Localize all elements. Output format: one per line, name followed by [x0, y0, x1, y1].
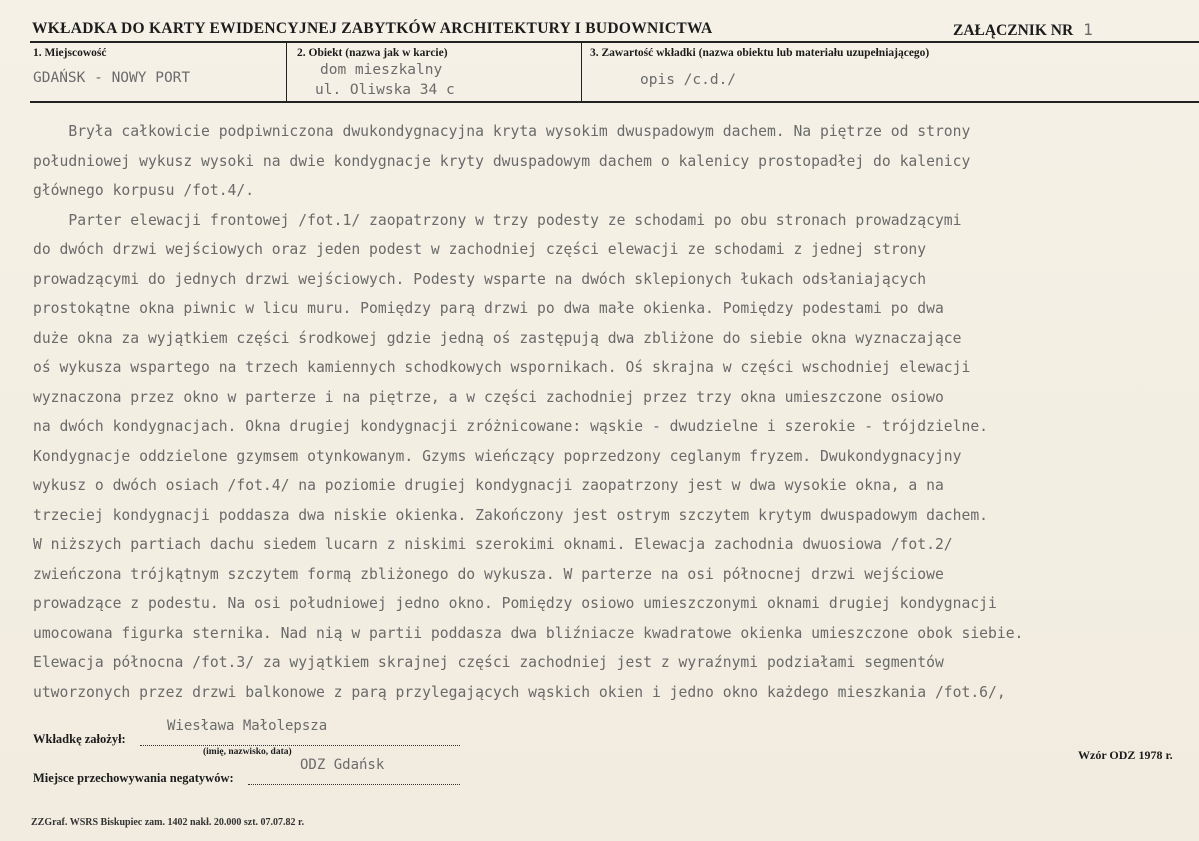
body-line: wyznaczona przez okno w parterze i na piętrze, a w części zachodniej przez trzy okna umieszczone osiowo — [33, 388, 944, 406]
content-label: 3. Zawartość wkładki (nazwa obiektu lub materiału uzupełniającego) — [590, 47, 930, 59]
content-value: opis /c.d./ — [640, 72, 737, 88]
body-line: Kondygnacje oddzielone gzymsem otynkowanym. Gzyms wieńczący poprzedzony ceglanym fryzem. Dwukondygnacyjny — [33, 447, 962, 465]
body-line: trzeciej kondygnacji poddasza dwa niskie okienka. Zakończony jest ostrym szczytem krytym dwuspadowym dachem. — [33, 506, 989, 524]
printer-note: ZZGraf. WSRS Biskupiec zam. 1402 nakł. 20.000 szt. 07.07.82 r. — [31, 817, 305, 828]
body-line: prowadzącymi do jednych drzwi wejściowych. Podesty wsparte na dwóch sklepionych łukach odsłaniających — [33, 270, 927, 288]
header-divider-2 — [581, 41, 582, 102]
body-line: utworzonych przez drzwi balkonowe z parą przylegających wąskich okien i jedno okno każdego mieszkania /fot.6/, — [33, 683, 1006, 701]
body-line: do dwóch drzwi wejściowych oraz jeden podest w zachodniej części elewacji ze schodami z jednej strony — [33, 241, 927, 258]
body-line: południowej wykusz wysoki na dwie kondygnacje kryty dwuspadowym dachem o kalenicy prostopadłej do kalenicy — [33, 152, 971, 170]
card-title: WKŁADKA DO KARTY EWIDENCYJNEJ ZABYTKÓW ARCHITEKTURY I BUDOWNICTWA — [32, 20, 713, 37]
storage-dotted-line — [248, 784, 460, 785]
header-rule-bottom — [30, 101, 1199, 103]
body-line: Bryła całkowicie podpiwniczona dwukondygnacyjna kryta wysokim dwuspadowym dachem. Na piętrze od strony — [33, 123, 971, 140]
body-line: umocowana figurka sternika. Nad nią w partii poddasza dwa bliźniacze kwadratowe okienka umieszczone obok siebie. — [33, 624, 1024, 642]
object-label: 2. Obiekt (nazwa jak w karcie) — [297, 47, 448, 59]
body-line: na dwóch kondygnacjach. Okna drugiej kondygnacji zróżnicowane: wąskie - dwudzielne i szerokie - trójdzielne. — [33, 418, 989, 435]
object-value-line2: ul. Oliwska 34 c — [315, 82, 455, 98]
body-line: Elewacja północna /fot.3/ za wyjątkiem skrajnej części zachodniej jest z wyraźnymi podziałami segmentów — [33, 654, 944, 671]
annex-label-text: ZAŁĄCZNIK NR — [953, 22, 1074, 39]
description-body — [33, 117, 1163, 707]
annex-label — [953, 20, 1093, 40]
body-line: Parter elewacji frontowej /fot.1/ zaopatrzony w trzy podesty ze schodami po obu stronach prowadzącymi — [33, 211, 962, 229]
body-line: prowadzące z podestu. Na osi południowej jedno okno. Pomiędzy osiowo umieszczonymi oknami drugiej kondygnacji — [33, 595, 997, 612]
body-line: głównego korpusu /fot.4/. — [33, 182, 255, 199]
body-line: oś wykusza wspartego na trzech kamiennych schodkowych wspornikach. Oś skrajna w części wschodniej elewacji — [33, 359, 971, 376]
author-label: Wkładkę założył: — [33, 732, 126, 746]
author-value: Wiesława Małolepsza — [167, 718, 328, 734]
header-rule-top — [30, 41, 1199, 43]
locality-value: GDAŃSK - NOWY PORT — [33, 70, 191, 86]
body-line: W niższych partiach dachu siedem lucarn z niskimi szerokimi oknami. Elewacja zachodnia dwuosiowa /fot.2/ — [33, 536, 953, 553]
author-dotted-line — [140, 745, 460, 746]
body-line: duże okna za wyjątkiem części środkowej gdzie jedną oś zastępują dwa zbliżone do siebie okna wyznaczające — [33, 329, 962, 347]
header-divider-1 — [286, 41, 287, 102]
annex-number: 1 — [1083, 20, 1093, 39]
storage-label: Miejsce przechowywania negatywów: — [33, 771, 234, 785]
body-line: prostokątne okna piwnic w licu muru. Pomiędzy parą drzwi po dwa małe okienka. Pomiędzy podestami po dwa — [33, 300, 944, 317]
body-line: wykusz o dwóch osiach /fot.4/ na poziomie drugiej kondygnacji zaopatrzony jest w dwa wysokie okna, a na — [33, 477, 944, 494]
author-hint: (imię, nazwisko, data) — [203, 747, 292, 757]
object-value-line1: dom mieszkalny — [320, 62, 443, 78]
storage-value: ODZ Gdańsk — [300, 757, 385, 773]
locality-label: 1. Miejscowość — [33, 47, 107, 59]
model-note: Wzór ODZ 1978 r. — [1078, 748, 1173, 762]
body-line: zwieńczona trójkątnym szczytem formą zbliżonego do wykusza. W parterze na osi północnej drzwi wejściowe — [33, 565, 944, 583]
